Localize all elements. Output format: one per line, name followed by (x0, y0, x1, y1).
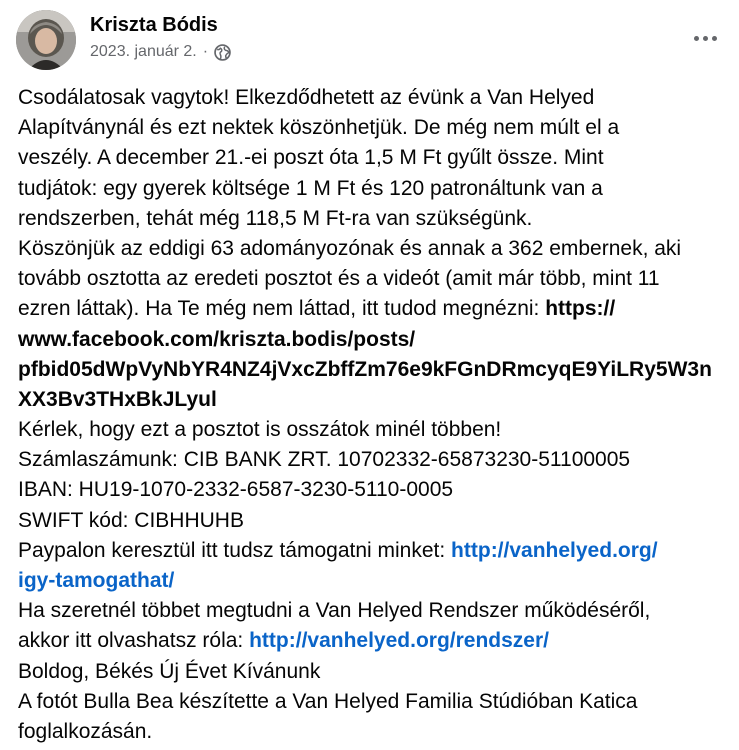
body-line (18, 626, 723, 656)
body-line: veszély. A december 21.-ei poszt óta 1,5 M Ft gyűlt össze. Mint (18, 146, 604, 170)
post-date[interactable]: 2023. január 2. (90, 43, 197, 60)
author-name[interactable]: Kriszta Bódis (90, 14, 218, 36)
system-text: Ha szeretnél többet megtudni a Van Helyed Rendszer működéséről, (18, 599, 651, 623)
system-link[interactable]: http://vanhelyed.org/rendszer/ (249, 629, 549, 653)
body-line: Köszönjük az eddigi 63 adományozónak és annak a 362 embernek, aki (18, 236, 682, 260)
photo-credit: foglalkozásán. (18, 719, 153, 743)
share-request: Kérlek, hogy ezt a posztot is osszátok minél többen! (18, 418, 502, 442)
post-meta (90, 43, 231, 61)
avatar-photo (16, 10, 76, 70)
paypal-link[interactable]: igy-tamogathat/ (18, 569, 175, 592)
paypal-text: Paypalon keresztül itt tudsz támogatni minket: (18, 538, 452, 562)
post-header (16, 10, 723, 70)
body-line: tudjátok: egy gyerek költsége 1 M Ft és 120 patronáltunk van a (18, 176, 603, 200)
post-body (18, 83, 723, 747)
photo-credit: A fotót Bulla Bea készítette a Van Helyed Familia Stúdióban Katica (18, 689, 638, 713)
facebook-post-link[interactable]: www.facebook.com/kriszta.bodis/posts/ (18, 327, 416, 351)
system-text: akkor itt olvashatsz róla: (18, 629, 250, 653)
body-text: ezren láttak). Ha Te még nem láttad, itt tudod megnézni: (18, 297, 546, 321)
body-line: tovább osztotta az eredeti posztot és a videót (amit már több, mint 11 (18, 267, 660, 291)
body-line (18, 566, 723, 596)
author-avatar[interactable] (16, 10, 76, 70)
body-line (18, 536, 723, 566)
greeting: Boldog, Békés Új Évet Kívánunk (18, 659, 321, 683)
facebook-post-link[interactable]: https:// (545, 297, 616, 321)
body-line: Alapítványnál és ezt nektek köszönhetjük. De még nem múlt el a (18, 116, 620, 140)
paypal-link[interactable]: http://vanhelyed.org/ (451, 538, 658, 562)
body-line: Csodálatosak vagytok! Elkezdődhetett az évünk a Van Helyed (18, 86, 595, 109)
facebook-post-link[interactable]: pfbid05dWpVyNbYR4NZ4jVxcZbffZm76e9kFGnDRmcyqE9YiLRy5W3n (18, 357, 712, 381)
meta-separator: · (202, 43, 209, 60)
globe-icon[interactable] (214, 44, 231, 61)
more-options-icon[interactable] (687, 26, 723, 50)
bank-account: Számlaszámunk: CIB BANK ZRT. 10702332-65873230-51100005 (18, 448, 631, 472)
iban: IBAN: HU19-1070-2332-6587-3230-5110-0005 (18, 478, 454, 502)
body-line: rendszerben, tehát még 118,5 M Ft-ra van szükségünk. (18, 206, 533, 230)
swift-code: SWIFT kód: CIBHHUHB (18, 508, 244, 532)
facebook-post-link[interactable]: XX3Bv3THxBkJLyul (18, 387, 217, 411)
body-line (18, 294, 723, 324)
